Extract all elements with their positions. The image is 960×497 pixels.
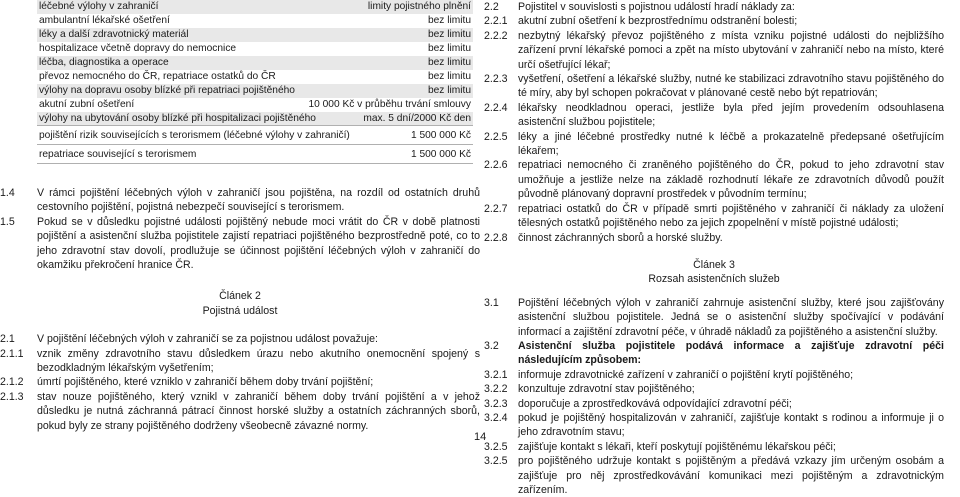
paragraph-3-2-4 [484,411,944,440]
limit-name: výlohy na ubytování osoby blízké při hospitalizaci pojištěného [39,113,316,124]
paragraph-number: 3.2.3 [484,397,508,410]
limit-name: převoz nemocného do ČR, repatriace ostatků do ČR [39,71,276,82]
paragraph-text: informuje zdravotnické zařízení v zahraničí o pojištění krytí pojištěného; [518,368,854,381]
paragraph-number: 1.4 [0,187,15,199]
paragraph-number: 2.2 [484,1,499,13]
paragraph-text: Asistenční služba pojistitele podává informace a zajišťuje zdravotní péči následujícím způsobem: [518,339,944,367]
paragraph-number: 2.2.1 [484,15,508,28]
limit-value: 10 000 Kč v průběhu trvání smlouvy [308,99,471,110]
paragraph-2-2-3 [484,72,944,101]
paragraph-text: doporučuje a zprostředkovává odpovídající zdravotní péči; [518,397,792,410]
paragraph-2-1-1 [0,347,480,376]
table-row [37,14,473,28]
paragraph-number: 2.1.2 [0,376,24,389]
paragraph-text: akutní zubní ošetření k bezprostřednímu odstranění bolesti; [518,15,798,28]
paragraph-text: nezbytný lékařský převoz pojištěného z místa vzniku pojistné události do nejbližšího zařízení první lékařské pomoci a zpět na místo ubytování v zahraničí nebo na místo, které určí ošetřující lékař; [518,29,944,71]
paragraph-2-2-2 [484,29,944,72]
limit-value: bez limitu [427,71,471,82]
paragraph-2-2-4 [484,101,944,130]
table-row [37,70,473,84]
paragraph-text: Pokud se v důsledku pojistné události pojištěný nebude moci vrátit do ČR v době platnosti pojištění a asistenční služba pojistitele zajistí repatriaci pojištěného bezprostředně poté, co to jeho zdravotní stav dovolí, prodlužuje se účinnost pojištění léčebných výloh v zahraničí do okamžiku překročení hranice ČR. [37,215,480,272]
paragraph-text: vyšetření, ošetření a lékařské služby, nutné ke stabilizaci zdravotního stavu pojištěného do té míry, aby byl schopen pokračovat v plánované cestě nebo být repatriován; [518,73,944,100]
limit-value: max. 5 dní/2000 Kč den [363,113,471,124]
limit-name: pojištění rizik souvisejících s terorismem (léčebné výlohy v zahraničí) [39,130,350,141]
article-3-label: Článek 3 [693,258,735,271]
limit-value: 1 500 000 Kč [410,130,471,141]
paragraph-2-2 [484,0,944,14]
table-row [37,42,473,56]
paragraph-3-2-1 [484,368,944,382]
paragraph-2-2-8 [484,231,944,245]
paragraph-text: konzultuje zdravotní stav pojištěného; [518,383,695,396]
table-row [37,112,473,126]
limit-name: výlohy na dopravu osoby blízké při repatriaci pojištěného [39,85,295,96]
paragraph-text: činnost záchranných sborů a horské služby. [518,231,723,244]
paragraph-number: 1.5 [0,215,15,228]
limit-value: bez limitu [427,57,471,68]
paragraph-number: 2.1 [0,333,15,346]
paragraph-number: 2.2.3 [484,73,508,86]
paragraph-text: pro pojištěného udržuje kontakt s pojištěným a předává vzkazy jím určeným osobám a zajišťuje pro něj zprostředkovávání komunikaci mezi pojištěným a zdravotnickým zařízením. [518,455,944,496]
paragraph-3-2-2 [484,382,944,396]
table-row [37,28,473,42]
limits-table-header [37,0,473,14]
paragraph-text: vznik změny zdravotního stavu důsledkem úrazu nebo akutního onemocnění spojený s bezodkladným lékařským vyšetřením; [37,347,480,375]
paragraph-3-1 [484,296,944,339]
paragraph-number: 3.1 [484,296,499,309]
paragraph-3-2-6 [484,454,944,497]
paragraph-3-2-5 [484,440,944,454]
table-row [37,84,473,98]
limit-name: repatriace související s terorismem [39,149,197,160]
limit-name: ambulantní lékařské ošetření [39,15,170,26]
limit-name: hospitalizace včetně dopravy do nemocnice [39,43,237,54]
left-column [0,186,480,433]
paragraph-text: repatriaci ostatků do ČR v případě smrti pojištěného v zahraničí či náklady za uložení tělesných ostatků pojištěného nebo za jejich zpopelnění v místě pojistné události; [518,202,944,230]
limit-value: bez limitu [427,43,471,54]
paragraph-3-2-3 [484,397,944,411]
paragraph-2-2-5 [484,130,944,159]
table-row [37,126,473,145]
paragraph-text: pokud je pojištěný hospitalizován v zahraničí, zajišťuje kontakt s rodinou a informuje ji o jeho zdravotním stavu; [518,411,944,439]
paragraph-number: 2.2.8 [484,231,508,244]
paragraph-text: léky a jiné léčebné prostředky nutné k léčbě a prokazatelně předepsané ošetřujícím lékařem; [518,130,944,158]
paragraph-2-2-7 [484,202,944,231]
article-2-label: Článek 2 [219,290,261,303]
paragraph-text: V pojištění léčebných výloh v zahraničí se za pojistnou událost považuje: [37,333,378,346]
paragraph-1-4 [0,186,480,215]
table-row [37,56,473,70]
table-row [37,98,473,112]
paragraph-number: 3.2 [484,339,499,352]
limit-value: bez limitu [427,15,471,26]
paragraph-2-2-1 [484,14,944,28]
paragraph-number: 3.2.5 [484,455,508,468]
paragraph-number: 2.2.4 [484,101,508,114]
paragraph-text: úmrtí pojištěného, které vzniklo v zahraničí během doby trvání pojištění; [37,376,374,389]
paragraph-2-1-2 [0,375,480,389]
limit-value: bez limitu [427,29,471,40]
paragraph-text: Pojištění léčebných výloh v zahraničí zahrnuje asistenční služby, které jsou zajišťovány asistenční službou pojistitele. Jedná se o asistenční služby spočívající v podávání informací a zajištění zdravotní péče, v úhradě nákladů za pojištěného a asistenční služby. [518,296,944,338]
limits-table [37,0,473,164]
limit-value: 1 500 000 Kč [410,149,471,160]
paragraph-2-1-3 [0,390,480,433]
paragraph-number: 2.1.1 [0,347,24,360]
paragraph-number: 3.2.2 [484,383,508,396]
paragraph-number: 2.2.2 [484,29,508,42]
paragraph-number: 2.2.7 [484,202,508,215]
paragraph-number: 3.2.1 [484,368,508,381]
paragraph-text: lékařsky neodkladnou operaci, jestliže byla před jejím provedením odsouhlasena asistenční službou pojistitele; [518,101,944,129]
paragraph-number: 2.2.6 [484,159,508,172]
limits-header-left: léčebné výlohy v zahraničí [39,1,159,12]
limit-value: bez limitu [427,85,471,96]
page-number: 14 [474,431,487,443]
paragraph-3-2 [484,339,944,368]
paragraph-number: 2.1.3 [0,390,24,403]
paragraph-text: V rámci pojištění léčebných výloh v zahraničí jsou pojištěna, na rozdíl od ostatních druhů cestovního pojištění, pojistná nebezpečí související s terorismem. [37,187,480,214]
paragraph-2-1 [0,332,480,346]
paragraph-number: 2.2.5 [484,130,508,143]
limit-name: léky a další zdravotnický materiál [39,29,189,40]
paragraph-number: 3.2.4 [484,411,508,424]
article-2-title: Pojistná událost [202,304,278,317]
article-3-title: Rozsah asistenčních služeb [648,273,780,286]
paragraph-text: stav nouze pojištěného, který vznikl v zahraničí během doby trvání pojištění a v jehož důsledku je nutná záchranná pátrací činnost horské služby a ostatních záchranných sborů, pokud byly ze strany pojištěného dodrženy všeobecně závazné normy. [37,390,480,432]
paragraph-text: Pojistitel v souvislosti s pojistnou událostí hradí náklady za: [518,1,795,13]
limit-name: akutní zubní ošetření [39,99,135,110]
limits-header-right: limity pojistného plnění [367,1,471,12]
limit-name: léčba, diagnostika a operace [39,57,169,68]
paragraph-text: zajišťuje kontakt s lékaři, kteří poskytují pojištěnému lékařskou péči; [518,440,836,453]
paragraph-1-5 [0,215,480,273]
paragraph-number: 3.2.5 [484,440,508,453]
table-row [37,145,473,164]
right-column [484,0,944,497]
paragraph-text: repatriaci nemocného či zraněného pojištěného do ČR, pokud to jeho zdravotní stav umožňuje a jestliže nelze na základě rozhodnutí lékaře ze zdravotních důvodů použít původně plánovaný dopravní prostředek v původním termínu; [518,159,944,201]
paragraph-2-2-6 [484,158,944,201]
